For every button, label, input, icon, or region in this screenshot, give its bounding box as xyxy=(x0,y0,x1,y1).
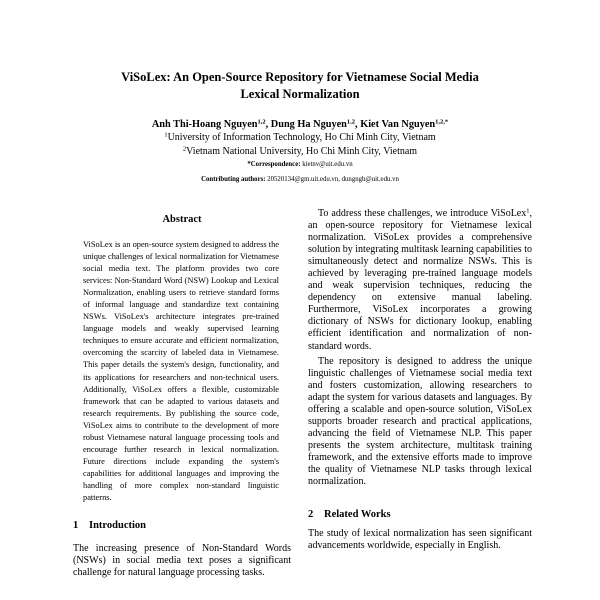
correspondence-email[interactable]: kietnv@uit.edu.vn xyxy=(302,161,353,168)
footnote-marker[interactable]: 1 xyxy=(526,207,530,215)
author-affiliation-mark: 1,2 xyxy=(257,118,266,126)
affiliation-1 xyxy=(40,131,560,144)
related-works-paragraph: The study of lexical normalization has seen significant advancements worldwide, especially in English. xyxy=(308,528,532,552)
section-number: 2 xyxy=(308,509,314,521)
author-affiliation-mark: 1,2,* xyxy=(435,118,449,126)
paragraph-rest: , an open-source repository for Vietnamese lexical normalization. ViSoLex provides a comprehensive solution by integrating multitask learning capabilities to simultaneously detect and normalize NSWs. This is achieved by leveraging pre-trained language models and weak supervision techniques, reducing the dependency on extensive manual labeling. Furthermore, ViSoLex incorporates a growing dictionary of NSWs for dictionary lookup, enabling efficient identification and normalization of non-standard words. xyxy=(308,208,532,352)
contributing-emails: 20520134@gm.uit.edu.vn, dungngh@uit.edu.vn xyxy=(267,176,399,183)
contributing-authors-line xyxy=(40,175,560,184)
section-heading-introduction xyxy=(73,519,291,533)
intro-paragraph-repository: The repository is designed to address the unique linguistic challenges of Vietnamese social media text and fosters customization, allowing researchers to adapt the system for various datasets and languages. By offering a scalable and open-source solution, ViSoLex supports broader research and practical applications, advancing the field of Vietnamese NLP. This paper presents the system architecture, multitask training framework, and the extensive efforts made to improve the quality of Vietnamese NLP tasks through lexical normalization. xyxy=(308,355,532,488)
author-affiliation-mark: 1,2 xyxy=(346,118,356,126)
paper-title xyxy=(60,69,540,103)
affiliation-mark: 2 xyxy=(182,145,187,153)
introduction-paragraph: The increasing presence of Non-Standard Words (NSWs) in social media text poses a significant challenge for natural language processing tasks. xyxy=(73,543,291,579)
correspondence-line xyxy=(40,160,560,169)
left-column xyxy=(73,208,291,579)
section-number: 1 xyxy=(73,520,79,532)
abstract-heading: Abstract xyxy=(162,214,202,225)
abstract-text: ViSoLex is an open-source system designed to address the unique challenges of lexical normalization for Vietnamese social media text. The platform provides two core services: Non-Standard Word (NSW) Lookup and Lexical Normalization, enabling users to retrieve standard forms of informal language and standardize text containing NSWs. ViSoLex's architecture integrates pre-trained language models and weakly supervised learning techniques to ensure accurate and efficient normalization, overcoming the scarcity of labeled data in Vietnamese. This paper details the system's design, functionality, and its applications for researchers and non-technical users. Additionally, ViSoLex offers a flexible, customizable framework that can be adapted to various datasets and research requirements. By publishing the source code, ViSoLex aims to contribute to the development of more robust Vietnamese natural language processing tools and encourage further research in lexical normalization. Future directions include expanding the system's capabilities for additional languages and improving the handling of more complex non-standard linguistic patterns. xyxy=(83,240,279,502)
affiliation-text: Vietnam National University, Ho Chi Minh City, Vietnam xyxy=(186,146,418,157)
author-list: Anh Thi-Hoang Nguyen$^{1,2}$, Dung Ha Nguyen$^{1,2}$, Kiet Van Nguyen$^{1,2,*}$ xyxy=(151,118,449,130)
author-name: Dung Ha Nguyen xyxy=(270,119,347,130)
title-line-1: ViSoLex: An Open-Source Repository for Vietnamese Social Media xyxy=(121,70,479,84)
right-column xyxy=(308,208,532,558)
affiliation-2 xyxy=(40,145,560,158)
section-title: Related Works xyxy=(324,509,391,521)
title-line-2: Lexical Normalization xyxy=(240,87,360,101)
author-name: Kiet Van Nguyen xyxy=(360,119,436,130)
section-heading-related-works xyxy=(308,508,532,522)
affiliation-mark: 1 xyxy=(164,131,168,139)
contributing-label: Contributing authors: xyxy=(201,176,266,183)
author-name: Anh Thi-Hoang Nguyen xyxy=(151,119,258,130)
affiliation-text: University of Information Technology, Ho Chi Minh City, Vietnam xyxy=(167,132,436,143)
correspondence-label: *Correspondence: xyxy=(247,161,301,168)
intro-paragraph-visolex xyxy=(308,208,532,353)
paragraph-start: To address these challenges, we introduce ViSoLex xyxy=(318,208,527,219)
section-title: Introduction xyxy=(89,520,146,532)
